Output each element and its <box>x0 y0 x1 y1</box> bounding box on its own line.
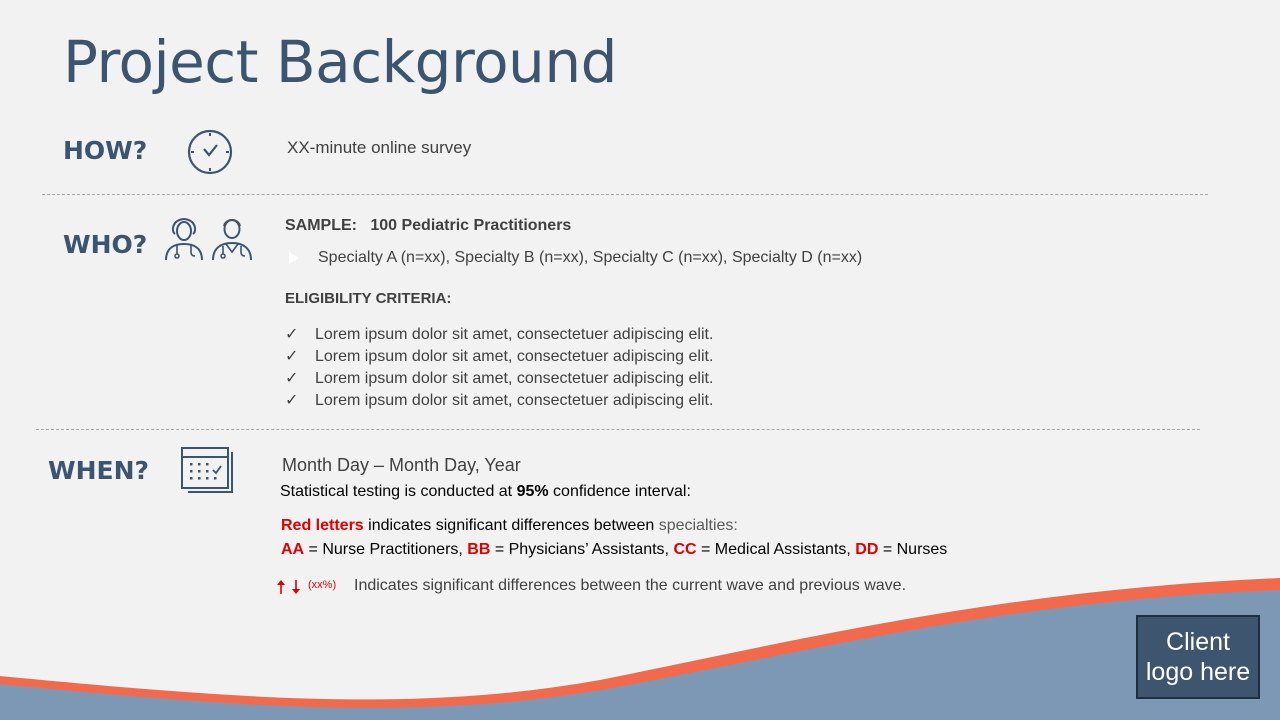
who-label: WHO? <box>63 230 148 259</box>
arrows-label: (xx%) <box>308 579 337 591</box>
check-icon: ✓ <box>285 326 299 343</box>
list-item: ✓ Lorem ipsum dolor sit amet, consectetuer adipiscing elit. <box>285 368 713 390</box>
check-icon: ✓ <box>285 392 299 409</box>
how-text: XX-minute online survey <box>287 138 472 157</box>
page-title: Project Background <box>63 28 617 96</box>
legend-line: AA = Nurse Practitioners, BB = Physicians’ Assistants, CC = Medical Assistants, DD = Nurses <box>281 541 948 558</box>
client-logo-line2: logo here <box>1145 658 1251 686</box>
check-icon: ✓ <box>285 348 299 365</box>
eligibility-heading: ELIGIBILITY CRITERIA: <box>285 290 452 307</box>
client-logo-line1: Client <box>1166 628 1230 656</box>
sample-value: 100 Pediatric Practitioners <box>370 217 572 234</box>
arrows-text: Indicates significant differences between the current wave and previous wave. <box>354 577 907 594</box>
when-dates: Month Day – Month Day, Year <box>282 455 521 475</box>
client-logo-placeholder <box>1136 615 1260 699</box>
check-icon: ✓ <box>285 370 299 387</box>
when-label: WHEN? <box>48 456 150 485</box>
red-letters-line: Red letters indicates significant differences between specialties: <box>281 517 738 534</box>
list-item: ✓ Lorem ipsum dolor sit amet, consectetuer adipiscing elit. <box>285 390 713 412</box>
list-item: ✓ Lorem ipsum dolor sit amet, consectetuer adipiscing elit. <box>285 324 713 346</box>
how-label: HOW? <box>63 136 148 165</box>
sample-label: SAMPLE: <box>285 217 357 234</box>
specialties-text: Specialty A (n=xx), Specialty B (n=xx), Specialty C (n=xx), Specialty D (n=xx) <box>318 249 863 266</box>
stat-testing-line: Statistical testing is conducted at 95% confidence interval: <box>280 483 691 500</box>
list-item: ✓ Lorem ipsum dolor sit amet, consectetuer adipiscing elit. <box>285 346 713 368</box>
